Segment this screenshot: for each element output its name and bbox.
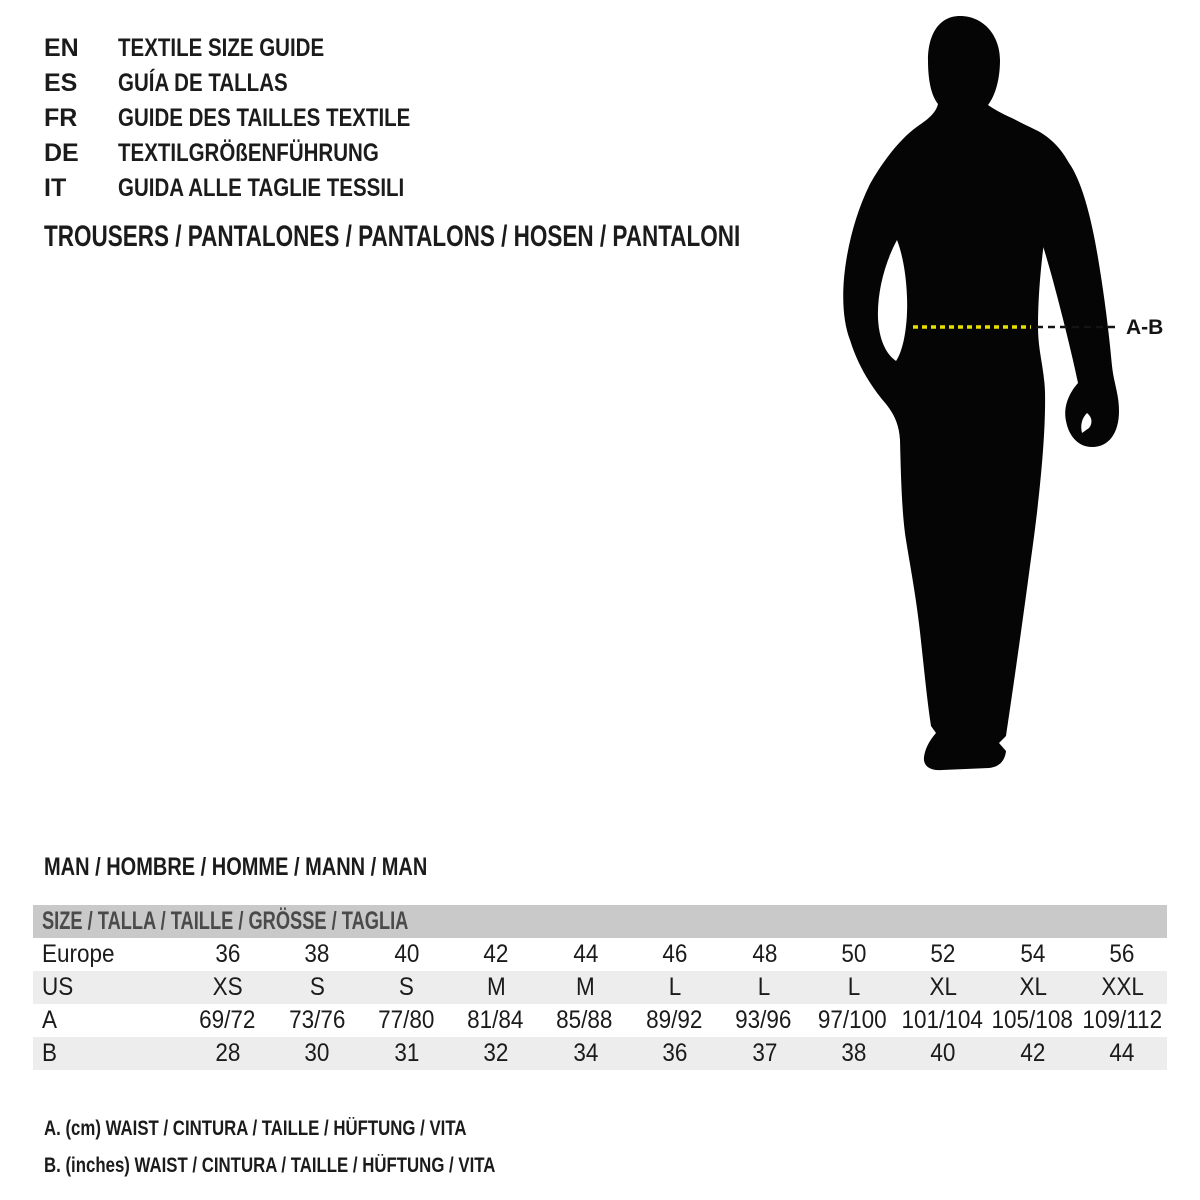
language-code: IT xyxy=(44,174,67,202)
size-cell-text: 32 xyxy=(483,1039,509,1067)
language-title: GUÍA DE TALLAS xyxy=(118,69,288,97)
size-cell-text: S xyxy=(309,973,325,1001)
size-cell xyxy=(541,1039,630,1068)
size-cell xyxy=(451,940,540,969)
size-cell xyxy=(1078,1006,1167,1035)
size-cell xyxy=(809,973,898,1002)
size-cell-text: 34 xyxy=(573,1039,599,1067)
size-cell xyxy=(272,1039,361,1068)
size-row-label-text: B xyxy=(42,1039,58,1067)
size-cell-text: 42 xyxy=(1020,1039,1046,1067)
language-title: TEXTILGRÖßENFÜHRUNG xyxy=(118,139,379,167)
man-silhouette-svg xyxy=(838,14,1168,799)
size-table-header xyxy=(33,905,1167,938)
size-cell-text: 30 xyxy=(304,1039,330,1067)
size-cell-text: 38 xyxy=(841,1039,867,1067)
size-cell-text: 89/92 xyxy=(645,1006,703,1034)
size-cell xyxy=(183,1006,272,1035)
size-cell-text: L xyxy=(668,973,682,1001)
size-cell-text: 50 xyxy=(841,940,867,968)
size-cell-text: 37 xyxy=(751,1039,777,1067)
size-cell-text: 36 xyxy=(662,1039,688,1067)
size-cell xyxy=(451,1039,540,1068)
size-cell xyxy=(899,1039,988,1068)
size-cell-text: 105/108 xyxy=(991,1006,1074,1034)
size-cell xyxy=(362,940,451,969)
product-type-title-text: TROUSERS / PANTALONES / PANTALONS / HOSEN / PANTALONI xyxy=(44,220,741,253)
size-cell-text: 69/72 xyxy=(199,1006,256,1034)
size-cell xyxy=(988,973,1077,1002)
size-cell xyxy=(897,1006,987,1035)
size-cell xyxy=(988,940,1077,969)
size-cell xyxy=(362,1039,451,1068)
size-row-label xyxy=(33,940,183,969)
language-code: EN xyxy=(44,34,79,62)
size-cell-text: 54 xyxy=(1020,940,1046,968)
size-cell-text: 73/76 xyxy=(288,1006,346,1034)
size-cell xyxy=(183,1039,272,1068)
size-cell-text: 109/112 xyxy=(1082,1006,1163,1034)
man-silhouette-figure xyxy=(838,14,1168,799)
size-cell-text: M xyxy=(486,973,506,1001)
size-cell xyxy=(362,973,451,1002)
language-row xyxy=(44,136,475,171)
size-cell xyxy=(541,973,630,1002)
size-cell xyxy=(272,973,361,1002)
size-cell-text: XXL xyxy=(1100,973,1144,1001)
size-cell xyxy=(451,1006,540,1035)
size-cell-text: L xyxy=(758,973,771,1001)
size-cell xyxy=(541,940,630,969)
size-cell-text: 31 xyxy=(394,1039,420,1067)
size-cell xyxy=(630,973,719,1002)
size-row-label-text: US xyxy=(42,973,74,1001)
size-cell xyxy=(720,1039,809,1068)
language-code: DE xyxy=(44,139,79,167)
size-cell xyxy=(899,973,988,1002)
size-row-label-text: A xyxy=(42,1006,58,1034)
language-title: GUIDE DES TAILLES TEXTILE xyxy=(118,104,411,132)
size-row-label xyxy=(33,973,183,1002)
size-table-body xyxy=(33,938,1167,1070)
size-cell xyxy=(183,973,272,1002)
language-row xyxy=(44,171,475,206)
size-cell-text: 36 xyxy=(215,940,241,968)
size-cell-text: XL xyxy=(929,973,958,1001)
language-row xyxy=(44,101,475,136)
footnote-text: A. (cm) WAIST / CINTURA / TAILLE / HÜFTUNG / VITA xyxy=(44,1117,467,1140)
size-cell xyxy=(899,940,988,969)
size-cell-text: 46 xyxy=(662,940,688,968)
size-cell xyxy=(719,1006,808,1035)
size-cell xyxy=(630,1039,719,1068)
size-row-label-text: Europe xyxy=(42,940,115,968)
language-list xyxy=(44,31,475,206)
size-row-label xyxy=(33,1006,183,1035)
size-cell-text: XS xyxy=(212,973,243,1001)
size-table xyxy=(33,905,1167,1070)
size-cell xyxy=(272,940,361,969)
size-cell-text: 48 xyxy=(751,940,777,968)
product-type-title xyxy=(44,222,972,252)
size-cell-text: 81/84 xyxy=(467,1006,524,1034)
size-cell xyxy=(1078,973,1167,1002)
size-cell xyxy=(630,940,719,969)
size-cell-text: 44 xyxy=(1109,1039,1135,1067)
size-cell xyxy=(809,1039,898,1068)
size-cell-text: M xyxy=(576,973,595,1001)
language-title: GUIDA ALLE TAGLIE TESSILI xyxy=(118,174,405,202)
waist-measure-label: A-B xyxy=(1126,316,1164,339)
size-cell-text: S xyxy=(399,973,415,1001)
size-cell-text: 77/80 xyxy=(377,1006,435,1034)
size-cell xyxy=(629,1006,718,1035)
silhouette-body-path xyxy=(843,16,1075,770)
size-cell-text: 85/88 xyxy=(556,1006,613,1034)
size-cell-text: 101/104 xyxy=(901,1006,983,1034)
size-cell xyxy=(1078,940,1167,969)
footnote-text: B. (inches) WAIST / CINTURA / TAILLE / HÜFTUNG / VITA xyxy=(44,1154,496,1177)
footnote-line xyxy=(44,1147,608,1184)
section-title-man-text: MAN / HOMBRE / HOMME / MANN / MAN xyxy=(44,853,428,881)
size-cell-text: 40 xyxy=(394,940,420,968)
size-cell-text: 28 xyxy=(215,1039,241,1067)
size-cell xyxy=(720,973,809,1002)
size-table-row xyxy=(33,1004,1167,1037)
size-table-row xyxy=(33,1037,1167,1070)
language-code: ES xyxy=(44,69,78,97)
size-cell xyxy=(183,940,272,969)
size-cell xyxy=(272,1006,361,1035)
size-cell xyxy=(1078,1039,1167,1068)
section-title-man xyxy=(44,854,523,880)
language-title: TEXTILE SIZE GUIDE xyxy=(118,34,325,62)
size-table-row xyxy=(33,938,1167,971)
size-cell xyxy=(987,1006,1077,1035)
language-row xyxy=(44,31,475,66)
size-cell xyxy=(809,940,898,969)
size-cell-text: 93/96 xyxy=(734,1006,792,1034)
language-row xyxy=(44,66,475,101)
size-cell xyxy=(808,1006,897,1035)
footnotes xyxy=(44,1110,608,1184)
size-cell-text: 38 xyxy=(304,940,330,968)
size-cell-text: 40 xyxy=(930,1039,956,1067)
size-cell-text: 44 xyxy=(573,940,599,968)
size-cell xyxy=(988,1039,1077,1068)
size-cell-text: 52 xyxy=(930,940,956,968)
size-cell xyxy=(540,1006,629,1035)
size-cell xyxy=(451,973,540,1002)
size-row-label xyxy=(33,1039,183,1068)
size-cell xyxy=(720,940,809,969)
size-table-row xyxy=(33,971,1167,1004)
size-table-header-text: SIZE / TALLA / TAILLE / GRÖSSE / TAGLIA xyxy=(42,907,409,935)
footnote-line xyxy=(44,1110,608,1147)
size-cell-text: 56 xyxy=(1109,940,1135,968)
size-cell-text: XL xyxy=(1019,973,1047,1001)
size-cell xyxy=(362,1006,451,1035)
size-cell-text: L xyxy=(847,973,861,1001)
size-cell-text: 42 xyxy=(483,940,509,968)
size-cell-text: 97/100 xyxy=(817,1006,887,1034)
language-code: FR xyxy=(44,104,78,132)
